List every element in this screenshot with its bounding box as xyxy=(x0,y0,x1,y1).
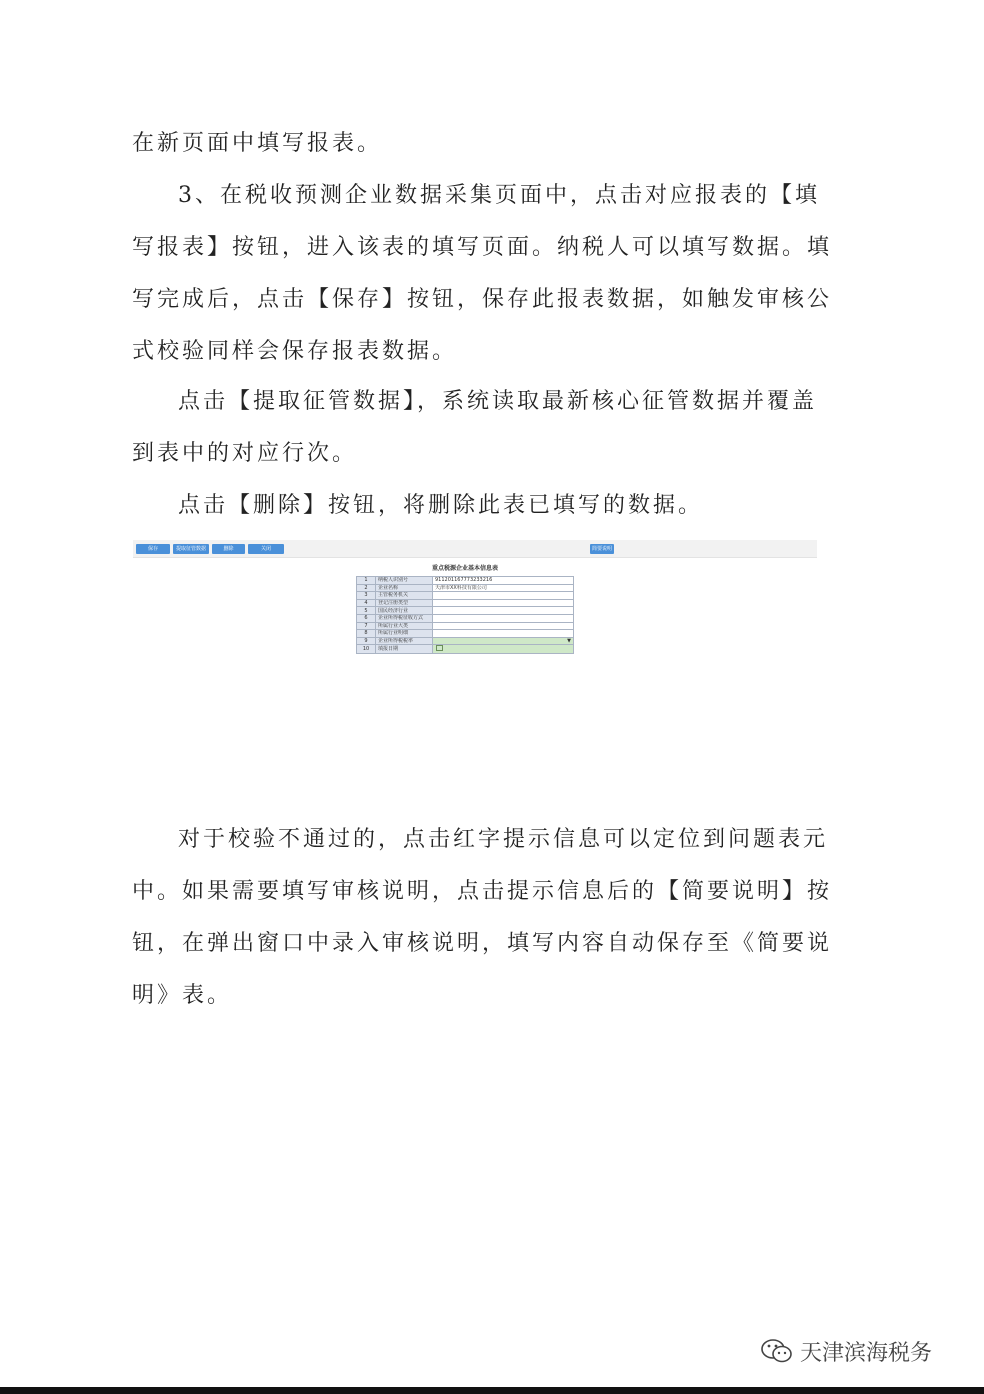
row-number: 6 xyxy=(357,614,376,622)
calendar-icon[interactable] xyxy=(436,645,443,651)
row-label: 企业所得税税率 xyxy=(376,637,433,645)
row-value-field[interactable] xyxy=(433,645,574,654)
bottom-rule xyxy=(0,1387,984,1394)
form-row xyxy=(357,622,574,630)
row-value-field[interactable] xyxy=(433,592,574,600)
form-row xyxy=(357,637,574,645)
row-number: 4 xyxy=(357,599,376,607)
form-row xyxy=(357,614,574,622)
row-value-field[interactable] xyxy=(433,607,574,615)
form-row xyxy=(357,577,574,585)
row-label: 纳税人识别号 xyxy=(376,577,433,585)
row-value-field[interactable] xyxy=(433,630,574,638)
row-label: 所属行业明细 xyxy=(376,630,433,638)
paragraph-1: 在新页面中填写报表。 xyxy=(132,131,383,156)
paragraph-2: 3、在税收预测企业数据采集页面中，点击对应报表的【填写报表】按钮，进入该表的填写页面。纳税人可以填写数据。填写完成后，点击【保存】按钮，保存此报表数据，如触发审核公式校验同样会保存报表数据。 xyxy=(132,183,833,364)
row-label: 企业所得税征收方式 xyxy=(376,614,433,622)
dropdown-arrow-icon[interactable]: ▼ xyxy=(567,638,571,645)
row-label: 登记注册类型 xyxy=(376,599,433,607)
save-button[interactable]: 保存 xyxy=(136,544,170,554)
row-label: 企业名称 xyxy=(376,584,433,592)
watermark xyxy=(760,1334,932,1368)
extract-data-button[interactable]: 提取征管数据 xyxy=(173,544,209,554)
brief-note-button[interactable]: 简要说明 xyxy=(591,546,612,552)
delete-button[interactable]: 删除 xyxy=(212,544,245,554)
row-label: 国民经济行业 xyxy=(376,607,433,615)
form-table xyxy=(356,576,574,654)
row-value-field[interactable] xyxy=(433,584,574,592)
form-row xyxy=(357,645,574,654)
row-value: 天津市XX科技有限公司 xyxy=(435,584,487,591)
row-number: 10 xyxy=(357,645,376,654)
watermark-text: 天津滨海税务 xyxy=(800,1340,933,1366)
row-number: 9 xyxy=(357,637,376,645)
row-value-field[interactable] xyxy=(433,599,574,607)
row-number: 3 xyxy=(357,592,376,600)
wechat-icon xyxy=(760,1338,794,1364)
form-title: 重点税源企业基本信息表 xyxy=(431,565,498,572)
form-row xyxy=(357,630,574,638)
form-toolbar xyxy=(133,540,817,558)
row-number: 1 xyxy=(357,577,376,585)
row-number: 5 xyxy=(357,607,376,615)
form-row xyxy=(357,599,574,607)
row-label: 填报日期 xyxy=(376,645,433,654)
paragraph-5: 对于校验不通过的，点击红字提示信息可以定位到问题表元中。如果需要填写审核说明，点击提示信息后的【简要说明】按钮，在弹出窗口中录入审核说明，填写内容自动保存至《简要说明》表。 xyxy=(132,827,833,1008)
row-number: 7 xyxy=(357,622,376,630)
row-value-field[interactable] xyxy=(433,637,574,645)
form-row xyxy=(357,592,574,600)
row-number: 8 xyxy=(357,630,376,638)
embedded-form-screenshot xyxy=(133,540,817,670)
row-value-field[interactable] xyxy=(433,622,574,630)
form-row xyxy=(357,584,574,592)
row-label: 主管税务机关 xyxy=(376,592,433,600)
close-button[interactable]: 关闭 xyxy=(248,544,284,554)
row-number: 2 xyxy=(357,584,376,592)
paragraph-4: 点击【删除】按钮，将删除此表已填写的数据。 xyxy=(178,493,704,518)
row-value-field[interactable] xyxy=(433,614,574,622)
row-value: 911201167773233216 xyxy=(435,577,493,584)
form-row xyxy=(357,607,574,615)
row-label: 所属行业大类 xyxy=(376,622,433,630)
paragraph-3: 点击【提取征管数据】，系统读取最新核心征管数据并覆盖到表中的对应行次。 xyxy=(132,389,818,466)
row-value-field[interactable] xyxy=(433,577,574,585)
